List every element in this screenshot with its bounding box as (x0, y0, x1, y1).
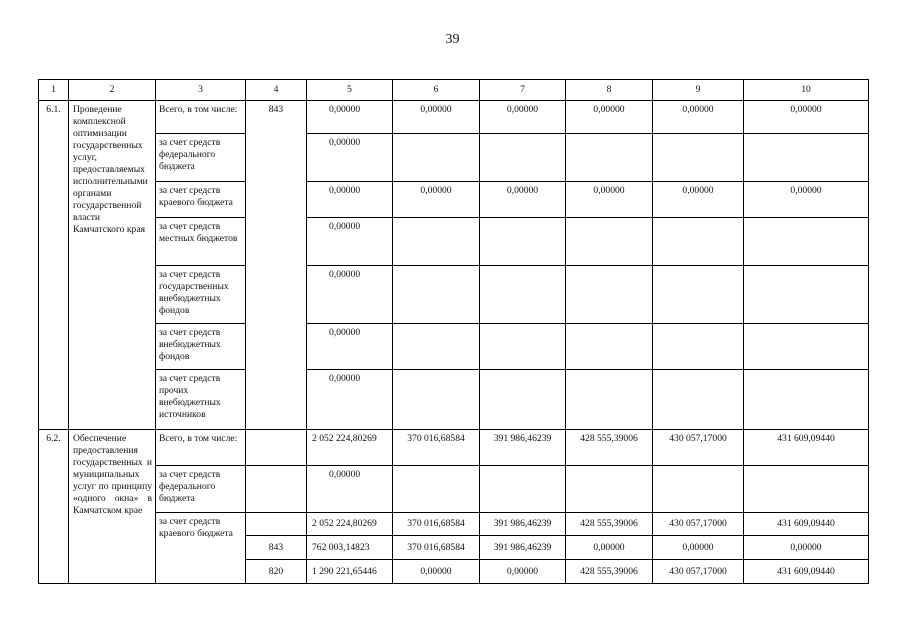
column-header: 8 (566, 80, 653, 101)
table-row (39, 324, 869, 370)
funding-source: за счет средств федерального бюджета (156, 466, 246, 513)
column-header: 6 (393, 80, 480, 101)
value-cell: 0,00000 (307, 101, 393, 134)
value-cell (480, 324, 566, 370)
value-cell: 0,00000 (480, 560, 566, 584)
value-cell: 0,00000 (566, 182, 653, 218)
item-name: Обеспечение предоставления государственных и муниципальных услуг по принципу «одного окна» в Камчатском крае (69, 430, 156, 584)
column-header: 1 (39, 80, 69, 101)
funding-source: за счет средств местных бюджетов (156, 218, 246, 266)
value-cell (480, 370, 566, 430)
value-cell (653, 324, 744, 370)
value-cell: 0,00000 (653, 101, 744, 134)
value-cell: 0,00000 (653, 182, 744, 218)
value-cell (566, 466, 653, 513)
value-cell (744, 370, 869, 430)
value-cell: 762 003,14823 (307, 536, 393, 560)
value-cell: 0,00000 (566, 101, 653, 134)
column-header: 10 (744, 80, 869, 101)
value-cell (480, 218, 566, 266)
value-cell: 370 016,68584 (393, 513, 480, 536)
value-cell: 431 609,09440 (744, 430, 869, 466)
funding-source: Всего, в том числе: (156, 101, 246, 134)
funding-source: за счет средств внебюджетных фондов (156, 324, 246, 370)
value-cell: 0,00000 (393, 182, 480, 218)
value-cell: 2 052 224,80269 (307, 513, 393, 536)
value-cell: 430 057,17000 (653, 560, 744, 584)
value-cell (393, 466, 480, 513)
funding-source: за счет средств прочих внебюджетных источников (156, 370, 246, 430)
column-header: 3 (156, 80, 246, 101)
budget-code: 820 (246, 560, 307, 584)
value-cell (480, 466, 566, 513)
value-cell (744, 324, 869, 370)
value-cell (744, 134, 869, 182)
value-cell (393, 370, 480, 430)
value-cell (744, 218, 869, 266)
table-row (39, 266, 869, 324)
value-cell (393, 134, 480, 182)
value-cell: 0,00000 (566, 536, 653, 560)
value-cell: 0,00000 (480, 182, 566, 218)
value-cell (393, 324, 480, 370)
value-cell (653, 466, 744, 513)
item-number: 6.1. (39, 101, 69, 430)
value-cell: 370 016,68584 (393, 430, 480, 466)
value-cell (566, 324, 653, 370)
value-cell (393, 218, 480, 266)
column-header: 9 (653, 80, 744, 101)
table-row (39, 101, 869, 134)
value-cell: 0,00000 (307, 266, 393, 324)
value-cell: 1 290 221,65446 (307, 560, 393, 584)
value-cell: 391 986,46239 (480, 430, 566, 466)
table-row (39, 218, 869, 266)
value-cell: 370 016,68584 (393, 536, 480, 560)
value-cell: 0,00000 (307, 370, 393, 430)
value-cell (566, 370, 653, 430)
budget-code: 843 (246, 536, 307, 560)
column-header: 2 (69, 80, 156, 101)
value-cell (566, 218, 653, 266)
value-cell: 430 057,17000 (653, 430, 744, 466)
value-cell: 0,00000 (393, 101, 480, 134)
value-cell (566, 134, 653, 182)
value-cell: 428 555,39006 (566, 513, 653, 536)
funding-source: за счет средств краевого бюджета (156, 182, 246, 218)
column-numbers-row (39, 80, 869, 101)
funding-source: за счет средств федерального бюджета (156, 134, 246, 182)
value-cell (653, 370, 744, 430)
value-cell: 0,00000 (307, 324, 393, 370)
value-cell (480, 134, 566, 182)
funding-source: Всего, в том числе: (156, 430, 246, 466)
column-header: 4 (246, 80, 307, 101)
budget-table (38, 79, 869, 584)
value-cell (480, 266, 566, 324)
budget-code (246, 466, 307, 513)
value-cell: 0,00000 (744, 536, 869, 560)
page-number: 39 (445, 32, 460, 47)
budget-code (246, 513, 307, 536)
value-cell (653, 266, 744, 324)
value-cell: 0,00000 (307, 218, 393, 266)
table-row (39, 182, 869, 218)
value-cell: 0,00000 (744, 182, 869, 218)
value-cell: 0,00000 (307, 134, 393, 182)
value-cell: 391 986,46239 (480, 513, 566, 536)
value-cell: 430 057,17000 (653, 513, 744, 536)
budget-code: 843 (246, 101, 307, 430)
value-cell (744, 266, 869, 324)
value-cell (653, 218, 744, 266)
value-cell (566, 266, 653, 324)
column-header: 5 (307, 80, 393, 101)
table-row (39, 466, 869, 513)
budget-code (246, 430, 307, 466)
value-cell: 428 555,39006 (566, 560, 653, 584)
value-cell: 0,00000 (307, 466, 393, 513)
value-cell: 0,00000 (480, 101, 566, 134)
table-row (39, 370, 869, 430)
value-cell: 431 609,09440 (744, 513, 869, 536)
value-cell: 428 555,39006 (566, 430, 653, 466)
funding-source: за счет средств государственных внебюджетных фондов (156, 266, 246, 324)
value-cell: 0,00000 (393, 560, 480, 584)
value-cell: 431 609,09440 (744, 560, 869, 584)
item-name: Проведение комплексной оптимизации государственных услуг, предоставляемых исполнительными органами государственной власти Камчатского края (69, 101, 156, 430)
table-row (39, 513, 869, 536)
value-cell: 0,00000 (744, 101, 869, 134)
table-row (39, 430, 869, 466)
column-header: 7 (480, 80, 566, 101)
value-cell: 2 052 224,80269 (307, 430, 393, 466)
value-cell (653, 134, 744, 182)
value-cell: 0,00000 (653, 536, 744, 560)
value-cell: 0,00000 (307, 182, 393, 218)
value-cell (744, 466, 869, 513)
item-number: 6.2. (39, 430, 69, 584)
value-cell: 391 986,46239 (480, 536, 566, 560)
value-cell (393, 266, 480, 324)
funding-source: за счет средств краевого бюджета (156, 513, 246, 584)
table-row (39, 134, 869, 182)
